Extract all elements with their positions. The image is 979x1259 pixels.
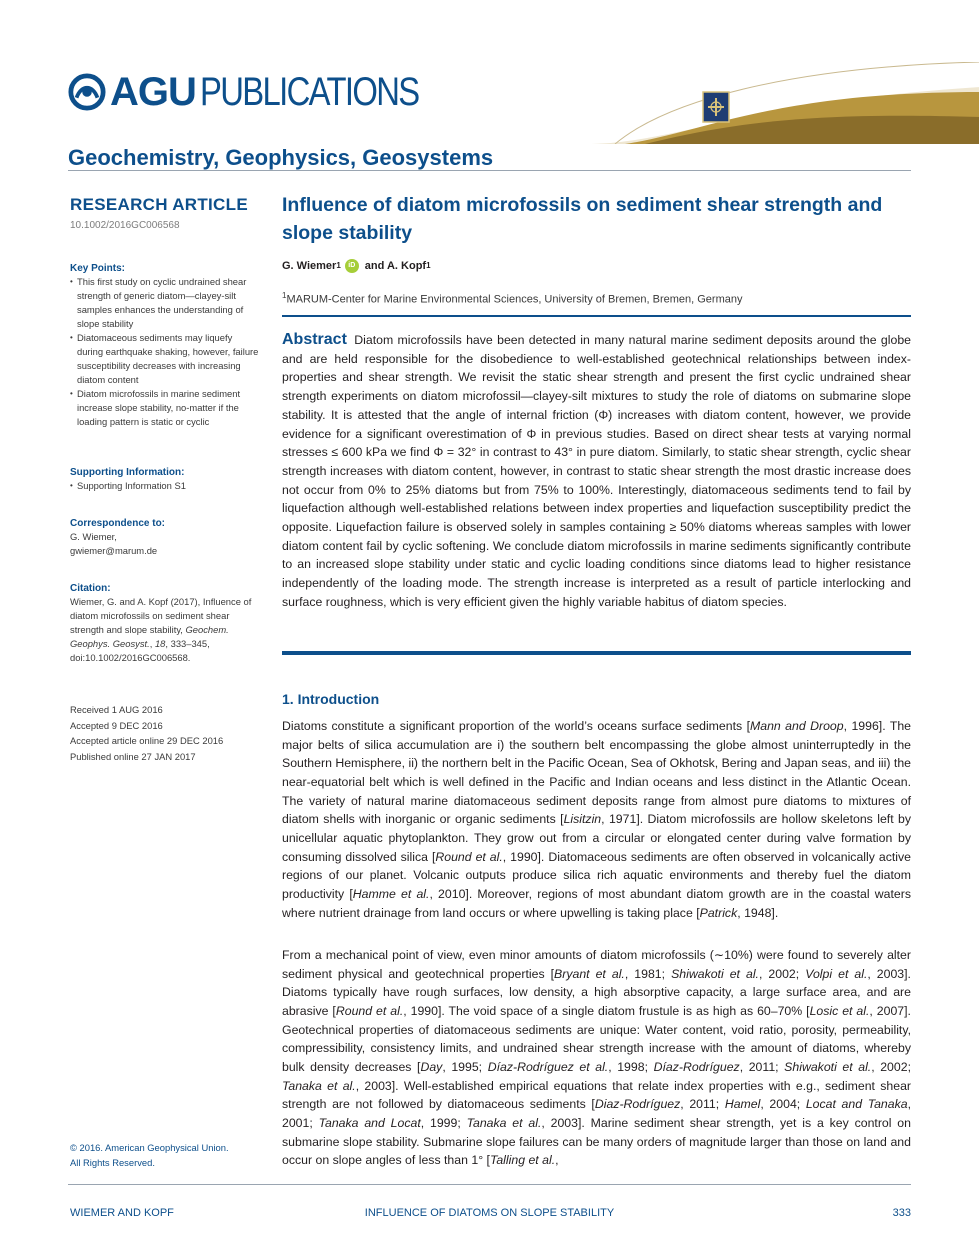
citation-ref[interactable]: Patrick	[699, 905, 738, 920]
section-heading: 1. Introduction	[282, 691, 380, 707]
citation-ref[interactable]: Hamme et al.	[352, 886, 430, 901]
supporting-info-list	[70, 479, 260, 493]
author-affil-sup: 1	[426, 261, 431, 270]
abstract-top-rule	[282, 315, 911, 317]
dates-section	[70, 702, 260, 764]
footer-running-title: INFLUENCE OF DIATOMS ON SLOPE STABILITY	[364, 1207, 615, 1219]
key-points-section	[70, 262, 260, 429]
citation-ref[interactable]: Round et al.	[435, 849, 503, 864]
citation-ref[interactable]: Losic et al.	[809, 1003, 870, 1018]
citation-ref[interactable]: Bryant et al.	[554, 966, 625, 981]
copyright-notice	[70, 1140, 260, 1170]
abstract-bottom-rule	[282, 651, 911, 655]
citation-ref[interactable]: Díaz-Rodríguez et al.	[487, 1059, 609, 1074]
abstract-label: Abstract	[282, 331, 347, 348]
date-received: Received 1 AUG 2016	[70, 704, 163, 715]
affiliation	[282, 289, 911, 307]
citation-ref[interactable]: Talling et al.	[489, 1153, 556, 1168]
citation-ref[interactable]: Shiwakoti et al.	[784, 1059, 872, 1074]
citation-journal: Geochem. Geophys. Geosyst.	[70, 624, 229, 649]
article-type-label: RESEARCH ARTICLE	[70, 195, 248, 214]
citation-ref[interactable]: Mann and Droop	[750, 719, 844, 733]
citation-ref[interactable]: Lisitzin	[563, 812, 602, 827]
journal-name: Geochemistry, Geophysics, Geosystems	[68, 145, 494, 170]
citation-ref[interactable]: Shiwakoti et al.	[671, 966, 759, 981]
correspondence-heading: Correspondence to:	[70, 518, 166, 529]
correspondence-section	[70, 517, 260, 558]
journal-banner-art	[585, 62, 979, 144]
key-point-item: • Diatom microfossils in marine sediment increase slope stability, no-matter if the loading pattern is static or cyclic	[70, 387, 260, 429]
brand-agu-text: AGU	[110, 70, 196, 114]
author-line	[282, 259, 911, 273]
supporting-info-link[interactable]: • Supporting Information S1	[70, 479, 260, 493]
citation-ref[interactable]: Diaz-Rodríguez	[594, 1097, 681, 1112]
citation-section	[70, 582, 260, 665]
citation-ref[interactable]: Round et al.	[335, 1003, 404, 1018]
date-published: Published online 27 JAN 2017	[70, 750, 196, 762]
journal-seal-icon	[703, 92, 729, 122]
citation-ref[interactable]: Tanaka et al.	[282, 1078, 356, 1093]
affiliation-sup: 1	[282, 291, 287, 300]
correspondence-name: G. Wiemer,	[70, 531, 117, 542]
brand-publications-text: PUBLICATIONS	[199, 70, 419, 114]
copyright-line: © 2016. American Geophysical Union.	[70, 1142, 229, 1153]
footer-authors: WIEMER AND KOPF	[70, 1207, 174, 1219]
key-point-item: • This first study on cyclic undrained shear strength of generic diatom—clayey-silt samples enhances the understanding of slope stability	[70, 275, 260, 331]
citation-ref[interactable]: Locat and Tanaka	[805, 1097, 908, 1112]
agu-publications-logo	[68, 72, 466, 112]
citation-ref[interactable]: Tanaka and Locat	[318, 1115, 421, 1130]
author-name: and A. Kopf	[364, 260, 427, 272]
abstract-text: Diatom microfossils have been detected in many natural marine sediment deposits around the globe and are held responsible for the disobedience to well-established geotechnical relationships between index-properties and shear strength. We revisit the static shear strength and present the first cyclic undrained shear strength experiments on diatom microfossil—clayey-silt mixtures to study the role of diatoms on submarine slope stability. It is attested that the angle of internal friction (Φ) increases with diatom content, however, we provide evidence for a significant overestimation of Φ in previous studies. Based on direct shear tests at varying normal stresses ≤ 600 kPa we find Φ = 32° in contrast to 43° in pure diatom. Similarly, to static shear strength, cyclic shear strength increases with diatom content, however, in contrast to static shear strength the most drastic increase does not occur from 0% to 25% diatoms but from 75% to 100%. Interestingly, diatomaceous sediments tend to fail by liquefaction although well-established relations between index properties and liquefaction susceptibility predict the opposite. Liquefaction failure is observed solely in samples containing ≥ 50% diatoms whereas samples with lower diatom content fail by cyclic softening. We conclude diatom microfossils in marine sediments significantly contribute to an increased slope stability under static and cyclic loading conditions since diatoms lead to higher resistance independently of the loading mode. The strength increase is interpreted as a result of particle interlocking and surface roughness, which is very efficient given the highly variable habitus of diatom species.	[282, 333, 911, 609]
correspondence-email[interactable]: gwiemer@marum.de	[70, 545, 158, 556]
key-points-heading: Key Points:	[70, 263, 126, 274]
citation-ref[interactable]: Hamel	[724, 1097, 761, 1112]
date-online: Accepted article online 29 DEC 2016	[70, 735, 224, 746]
key-point-item: • Diatomaceous sediments may liquefy during earthquake shaking, however, failure susceptibility decreases with increasing diatom content	[70, 331, 260, 387]
author-name: G. Wiemer	[282, 260, 337, 272]
rights-line: All Rights Reserved.	[70, 1157, 155, 1168]
abstract	[282, 331, 911, 612]
citation-text: Wiemer, G. and A. Kopf (2017), Influence of diatom microfossils on sediment shear strength and slope stability, Geochem. Geophys. Geosyst., 18, 333–345, doi:10.1002/2016GC006568.	[70, 596, 252, 663]
orcid-icon[interactable]: iD	[345, 259, 359, 273]
paragraph: From a mechanical point of view, even minor amounts of diatom microfossils (∼10%) were found to severely alter sediment physical and geotechnical properties [Bryant et al., 1981; Shiwakoti et al., 2002; Volpi et al., 2003]. Diatoms typically have rough surfaces, low density, a high absorptive capacity, a large surface area, and are abrasive [Round et al., 1990]. The void space of a single diatom frustule is as high as 60–70% [Losic et al., 2007]. Geotechnical properties of diatomaceous sediments are unique: Water content, void ratio, porosity, permeability, compressibility, consistency limits, and undrained shear strength increase with the amount of diatoms, whereby bulk density decreases [Day, 1995; Díaz-Rodríguez et al., 1998; Díaz-Rodríguez, 2011; Shiwakoti et al., 2002; Tanaka et al., 2003]. Well-established empirical equations that relate index properties with e.g., sediment shear strength are not followed by diatomaceous sediments [Diaz-Rodríguez, 2011; Hamel, 2004; Locat and Tanaka, 2001; Tanaka and Locat, 1999; Tanaka et al., 2003]. Marine sediment shear strength, yet is a key control on submarine slope stability. Submarine slope failures can be many orders of magnitude larger than those on land and occur on slope angles of less than 1° [Talling et al.,	[282, 948, 911, 1168]
header-divider	[68, 170, 911, 171]
key-points-list	[70, 275, 260, 429]
article-meta-header	[70, 195, 260, 232]
citation-ref[interactable]: Díaz-Rodríguez	[653, 1059, 740, 1074]
citation-heading: Citation:	[70, 583, 111, 594]
page-number: 333	[892, 1207, 911, 1219]
agu-logo-icon	[68, 73, 106, 111]
citation-volume: 18	[154, 638, 166, 649]
supporting-info-section	[70, 466, 260, 493]
author-affil-sup: 1	[336, 261, 341, 270]
supporting-info-heading: Supporting Information:	[70, 467, 185, 478]
footer-divider	[68, 1184, 911, 1185]
doi[interactable]: 10.1002/2016GC006568	[70, 220, 180, 231]
affiliation-text: MARUM-Center for Marine Environmental Sciences, University of Bremen, Bremen, Germany	[286, 293, 743, 306]
article-title: Influence of diatom microfossils on sediment shear strength and slope stability	[282, 194, 883, 244]
paragraph: Diatoms constitute a significant proportion of the world’s oceans surface sediments [Mann and Droop, 1996]. The major belts of silica accumulation are i) the southern belt encompassing the globe almost uninterruptedly in the Southern Hemisphere, ii) the northern belt in the Pacific Ocean, Sea of Okhotsk, Bering and Japan seas, and iii) the near-equatorial belt which is well defined in the Pacific and Indian oceans and less distinct in the Atlantic Ocean. The variety of natural marine diatomaceous sediment deposits range from almost pure diatoms to mixtures of diatom shells with inorganic or organic sediments [Lisitzin, 1971]. Diatom microfossils are hollow skeletons left by unicellular aquatic phytoplankton. They grow out from a circular or elongated center during valve formation by consuming dissolved silica [Round et al., 1990]. Diatomaceous sediments are often observed in volcanically active regions of our planet. Volcanic outputs produce silica rich aquatic environments and thereby fuel the diatom productivity [Hamme et al., 2010]. Moreover, regions of most abundant diatom growth are in the coastal waters where nutrient drainage from land occurs or where upwelling is taking place [Patrick, 1948].	[282, 719, 912, 920]
date-accepted: Accepted 9 DEC 2016	[70, 719, 163, 731]
citation-ref[interactable]: Tanaka et al.	[466, 1115, 542, 1130]
citation-ref[interactable]: Day	[420, 1059, 443, 1074]
citation-ref[interactable]: Volpi et al.	[805, 966, 868, 981]
